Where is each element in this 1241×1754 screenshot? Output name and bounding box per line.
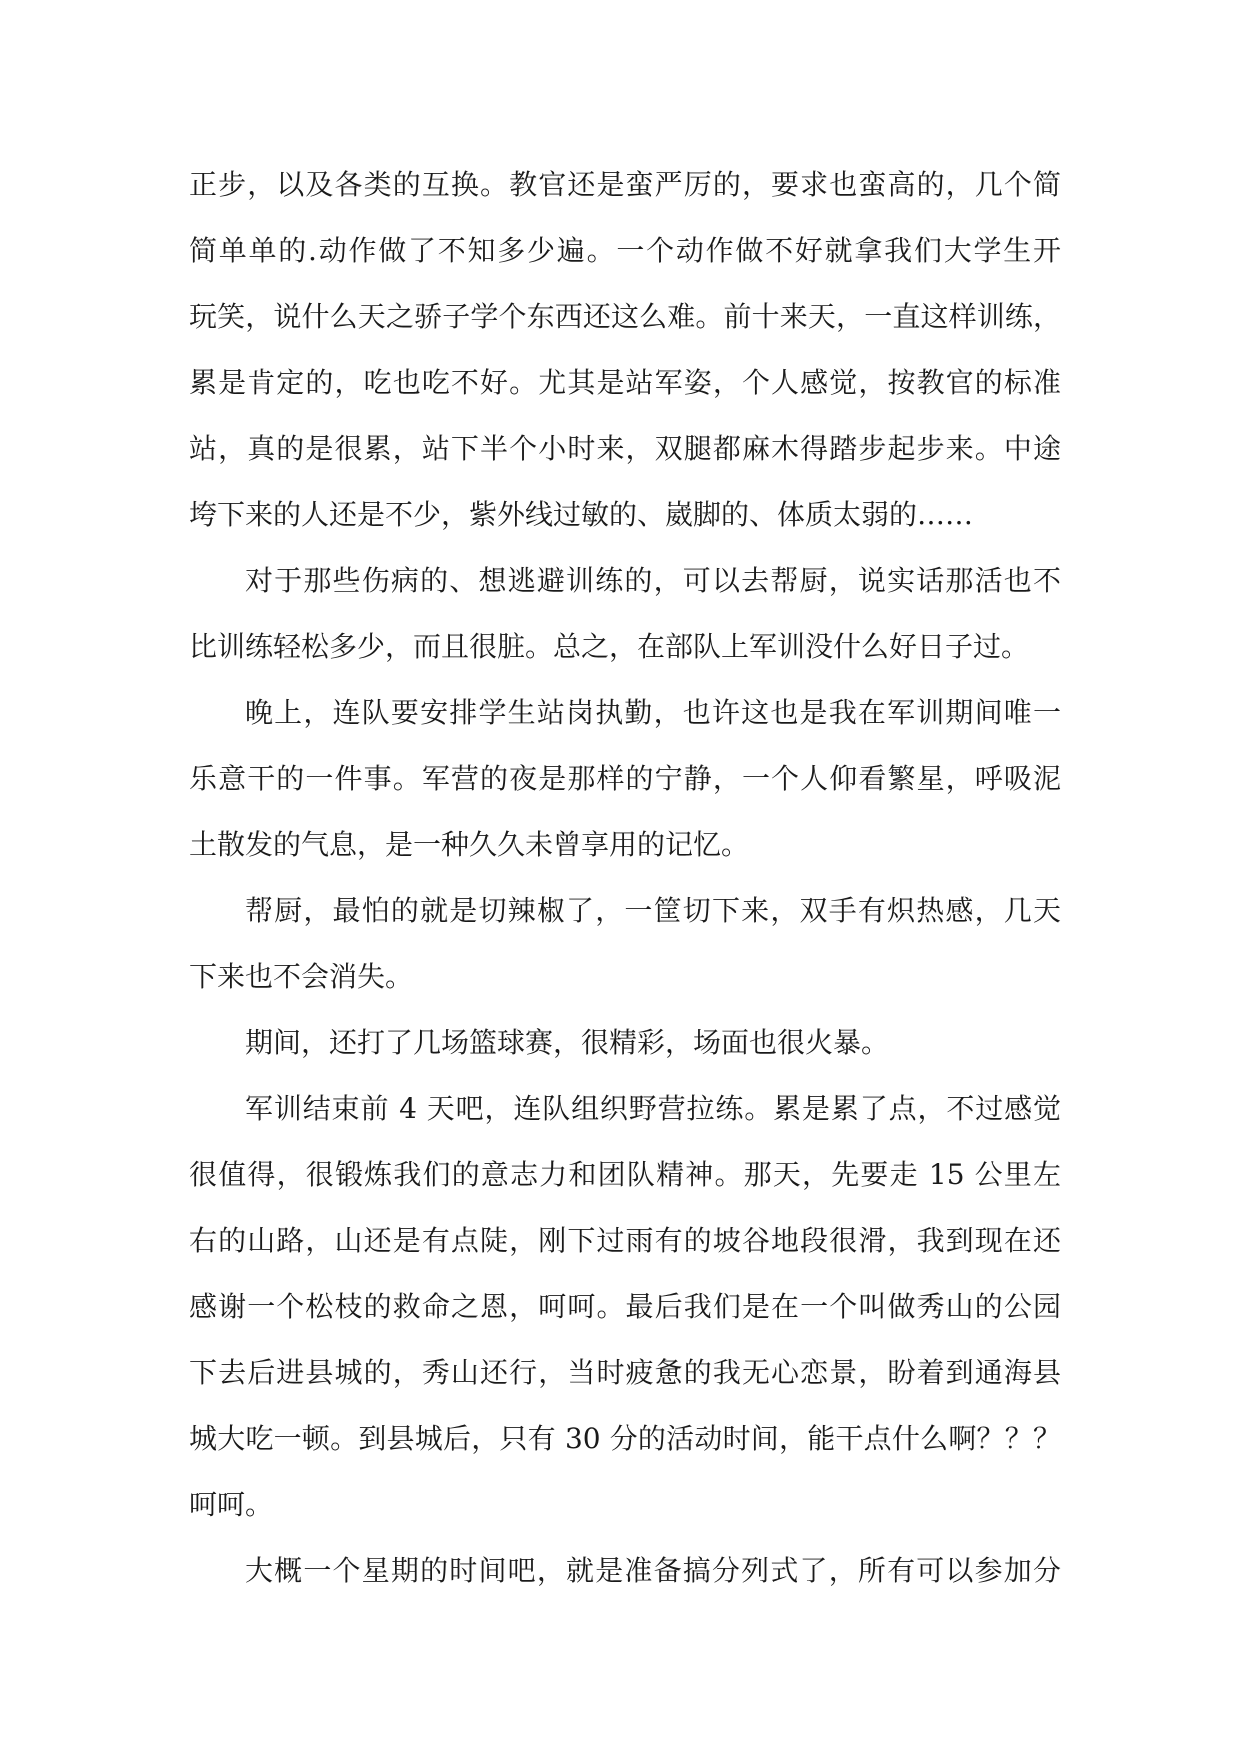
text-line: 军训结束前 4 天吧，连队组织野营拉练。累是累了点，不过感觉: [245, 1092, 1061, 1125]
text-line: 大概一个星期的时间吧，就是准备搞分列式了，所有可以参加分: [245, 1554, 1061, 1587]
text-line: 乐意干的一件事。军营的夜是那样的宁静，一个人仰看繁星，呼吸泥: [189, 762, 1061, 795]
paragraph: [189, 878, 1061, 1010]
paragraph: [189, 152, 1061, 548]
paragraph: [189, 1538, 1061, 1604]
text-line: 玩笑，说什么天之骄子学个东西还这么难。前十来天，一直这样训练，: [189, 300, 1061, 333]
text-line: 对于那些伤病的、想逃避训练的，可以去帮厨，说实话那活也不: [245, 564, 1061, 597]
text-line: 简单单的.动作做了不知多少遍。一个动作做不好就拿我们大学生开: [189, 234, 1061, 267]
text-line: 正步，以及各类的互换。教官还是蛮严厉的，要求也蛮高的，几个简: [189, 168, 1061, 201]
text-line: 感谢一个松枝的救命之恩，呵呵。最后我们是在一个叫做秀山的公园: [189, 1290, 1061, 1323]
text-line: 下去后进县城的，秀山还行，当时疲惫的我无心恋景，盼着到通海县: [189, 1356, 1061, 1389]
text-line: 呵呵。: [189, 1488, 274, 1521]
text-line: 晚上，连队要安排学生站岗执勤，也许这也是我在军训期间唯一: [245, 696, 1061, 729]
paragraph: [189, 680, 1061, 878]
paragraph: [189, 1010, 1061, 1076]
text-line: 站，真的是很累，站下半个小时来，双腿都麻木得踏步起步来。中途: [189, 432, 1061, 465]
text-line: 很值得，很锻炼我们的意志力和团队精神。那天，先要走 15 公里左: [189, 1158, 1061, 1191]
text-line: 帮厨，最怕的就是切辣椒了，一筐切下来，双手有炽热感，几天: [245, 894, 1061, 927]
text-line: 土散发的气息，是一种久久未曾享用的记忆。: [189, 828, 750, 861]
paragraph: [189, 1076, 1061, 1538]
text-line: 期间，还打了几场篮球赛，很精彩，场面也很火暴。: [245, 1026, 890, 1059]
paragraph: [189, 548, 1061, 680]
text-line: 比训练轻松多少，而且很脏。总之，在部队上军训没什么好日子过。: [189, 630, 1030, 663]
text-line: 垮下来的人还是不少，紫外线过敏的、崴脚的、体质太弱的……: [189, 498, 974, 531]
text-line: 城大吃一顿。到县城后，只有 30 分的活动时间，能干点什么啊？？？: [189, 1422, 1061, 1455]
text-line: 下来也不会消失。: [189, 960, 414, 993]
text-line: 累是肯定的，吃也吃不好。尤其是站军姿，个人感觉，按教官的标准: [189, 366, 1061, 399]
document-body: [189, 152, 1061, 1604]
text-line: 右的山路，山还是有点陡，刚下过雨有的坡谷地段很滑，我到现在还: [189, 1224, 1061, 1257]
